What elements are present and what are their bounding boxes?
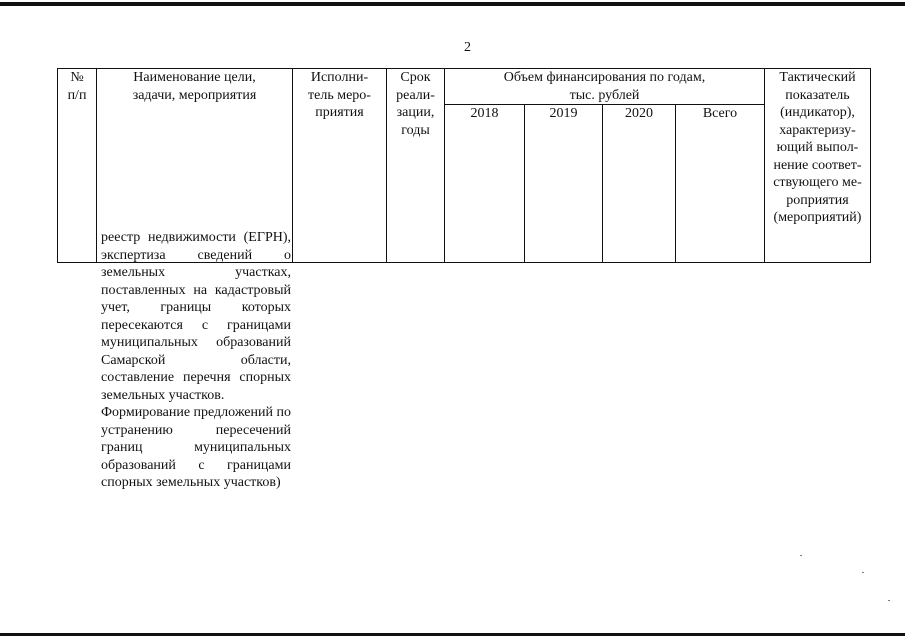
scan-speck: [888, 600, 890, 601]
header-number: № п/п: [58, 69, 97, 263]
header-executor: Исполни- тель меро- приятия: [293, 69, 387, 263]
measure-description: реестр недвижимости (ЕГРН), экспертиза сведений о земельных участках, поставленных на кадастровый учет, границы которых пересекаются с границами муниципальных образований Самарской области, составление перечня спорных земельных участков. Формирование предложений по устранению пересечений границ муниципальных образований с границами спорных земельных участков): [101, 230, 291, 490]
top-rule: [0, 2, 905, 6]
header-year-2020: 2020: [603, 105, 676, 263]
header-year-2018: 2018: [445, 105, 525, 263]
page-number: 2: [464, 40, 471, 55]
header-name: Наименование цели, задачи, мероприятия: [97, 69, 293, 263]
bottom-rule: [0, 633, 905, 636]
scan-speck: [800, 555, 802, 556]
header-year-2019: 2019: [525, 105, 603, 263]
header-term: Срок реали- зации, годы: [387, 69, 445, 263]
header-total: Всего: [676, 105, 765, 263]
scan-speck: [862, 572, 864, 573]
header-indicator: Тактический показатель (индикатор), характеризу- ющий выпол- нение соответ- ствующего ме- роприятия (мероприятий): [765, 69, 871, 263]
header-funding: Объем финансирования по годам, тыс. рублей: [445, 69, 765, 105]
